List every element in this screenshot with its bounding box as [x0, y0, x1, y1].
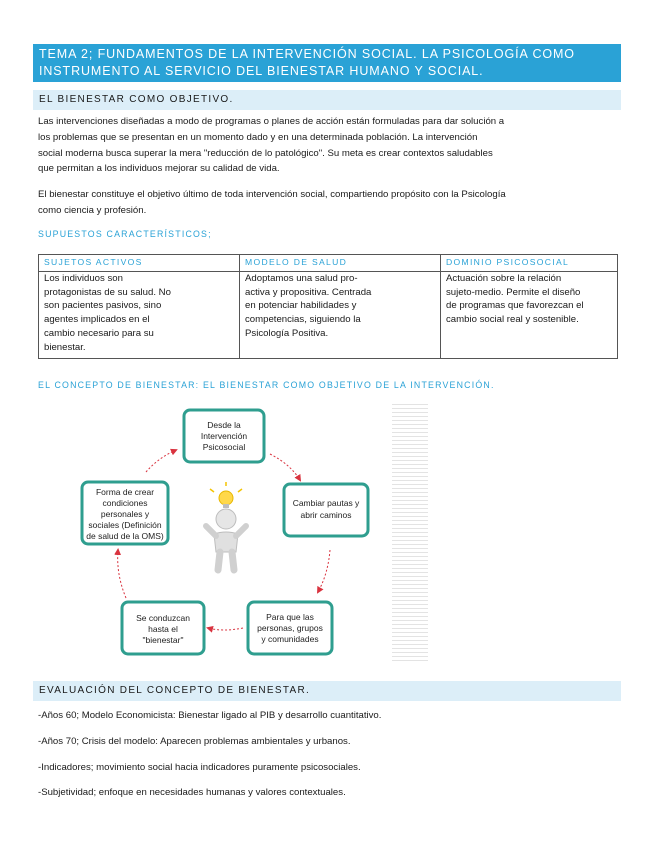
cell-line: Psicología Positiva. [245, 327, 329, 339]
para1-line: que permitan a los individuos mejorar su calidad de vida. [38, 163, 280, 175]
cycle-arrow [270, 454, 300, 480]
cell-line: son pacientes pasivos, sino [44, 300, 162, 312]
evaluation-item: -Indicadores; movimiento social hacia indicadores puramente psicosociales. [38, 762, 361, 773]
box-text-line: abrir caminos [300, 510, 352, 520]
box-text-line: "bienestar" [142, 635, 184, 645]
box-text-line: personales y [100, 509, 150, 519]
section-heading-evaluacion: EVALUACIÓN DEL CONCEPTO DE BIENESTAR. [33, 681, 621, 701]
box-text-line: Para que las [266, 612, 314, 622]
intro-paragraph [38, 114, 618, 177]
box-text-line: condiciones [102, 498, 148, 508]
cell-line: en potenciar habilidades y [245, 300, 357, 312]
title-line-2: INSTRUMENTO AL SERVICIO DEL BIENESTAR HUMANO Y SOCIAL. [39, 64, 484, 78]
box-text-line: y comunidades [261, 634, 319, 644]
para1-line: los problemas que se presentan en un momento dado y en una determinada población. La intervención [38, 131, 478, 143]
cell-line: competencias, siguiendo la [245, 314, 361, 326]
cell-line: Adoptamos una salud pro- [245, 272, 358, 284]
cell-line: bienestar. [44, 341, 86, 353]
box-text-line: Se conduzcan [136, 613, 190, 623]
title-line-1: TEMA 2; FUNDAMENTOS DE LA INTERVENCIÓN SOCIAL. LA PSICOLOGÍA COMO [39, 47, 575, 61]
table-header-cell: SUJETOS ACTIVOS [39, 255, 240, 272]
box-text-line: Desde la [207, 420, 241, 430]
thinking-person-icon [206, 482, 246, 570]
box-text-line: hasta el [148, 624, 178, 634]
cell-line: de programas que favorezcan el [446, 300, 584, 312]
table-header-row [39, 255, 618, 272]
table-cell-modelo [240, 271, 441, 358]
para1-line: social moderna busca superar la mera "reducción de lo patológico". Su meta es crear contextos saludables [38, 147, 493, 159]
cell-line: Actuación sobre la relación [446, 272, 562, 284]
evaluation-item: -Años 60; Modelo Economicista: Bienestar ligado al PIB y desarrollo cuantitativo. [38, 710, 382, 721]
box-text-line: Cambiar pautas y [292, 498, 360, 508]
wellbeing-cycle-diagram [38, 402, 400, 660]
cell-line: activa y propositiva. Centrada [245, 286, 372, 298]
cycle-arrow [208, 628, 243, 630]
cell-line: protagonistas de su salud. No [44, 286, 171, 298]
objective-paragraph [38, 187, 618, 219]
table-row [39, 271, 618, 358]
table-header-cell: MODELO DE SALUD [240, 255, 441, 272]
supuestos-heading: SUPUESTOS CARACTERÍSTICOS; [38, 229, 212, 239]
cycle-diagram-svg [38, 402, 400, 660]
cell-line: sujeto-medio. Permite el diseño [446, 286, 581, 298]
cell-line: cambio necesario para su [44, 327, 154, 339]
box-text-line: Psicosocial [202, 442, 246, 452]
table-cell-sujetos [39, 271, 240, 358]
cell-line: cambio social real y sostenible. [446, 314, 579, 326]
cell-line: Los individuos son [44, 272, 123, 284]
table-header-cell: DOMINIO PSICOSOCIAL [441, 255, 618, 272]
box-text-line: Forma de crear [95, 487, 155, 497]
cycle-arrow [318, 550, 330, 592]
concept-heading: EL CONCEPTO DE BIENESTAR: EL BIENESTAR COMO OBJETIVO DE LA INTERVENCIÓN. [38, 380, 495, 390]
box-text-line: Intervención [200, 431, 248, 441]
box-text-line: de salud de la OMS) [86, 531, 164, 541]
evaluation-item: -Subjetividad; enfoque en necesidades humanas y valores contextuales. [38, 787, 346, 798]
para2-line: El bienestar constituye el objetivo último de toda intervención social, compartiendo propósito con la Psicología [38, 189, 506, 200]
cycle-arrow [118, 550, 126, 598]
cycle-arrow [146, 450, 176, 472]
para2-line: como ciencia y profesión. [38, 204, 147, 216]
section-heading-bienestar: EL BIENESTAR COMO OBJETIVO. [33, 90, 621, 110]
para1-line: Las intervenciones diseñadas a modo de programas o planes de acción están formuladas para dar solución a [38, 116, 505, 127]
cell-line: agentes implicados en el [44, 314, 150, 326]
box-text-line: sociales (Definición [88, 520, 162, 530]
document-title-banner [33, 44, 621, 82]
characteristics-table [38, 254, 618, 359]
evaluation-item: -Años 70; Crisis del modelo: Aparecen problemas ambientales y urbanos. [38, 736, 351, 747]
lightbulb-icon [210, 482, 242, 508]
table-cell-dominio [441, 271, 618, 358]
box-text-line: personas, grupos [257, 623, 323, 633]
